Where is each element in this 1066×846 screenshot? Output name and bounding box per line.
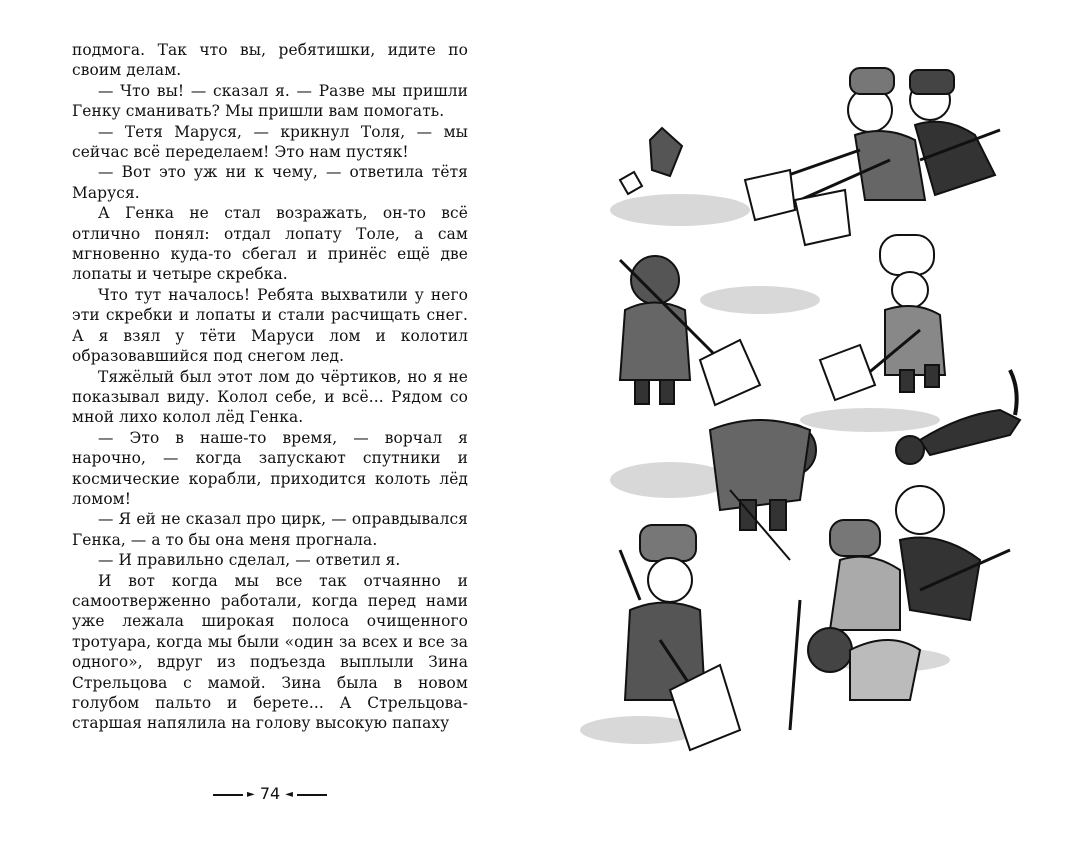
kids-group-bottom-right — [790, 486, 1010, 730]
paragraph-1: подмога. Так что вы, ребятишки, идите по своим делам. — [72, 41, 468, 80]
kid-bending-with-crowbar — [710, 420, 816, 560]
kid-knit-hat-shovel — [820, 235, 945, 400]
two-kids-top-with-shovels — [745, 68, 1000, 245]
page-number: 74 — [259, 784, 281, 803]
paragraph-9: — Я ей не сказал про цирк, — оправдывался Генка, — а то бы она меня прогнала. — [72, 510, 468, 549]
illustration-children-shoveling-snow — [560, 40, 1060, 800]
page-number-footer — [200, 784, 340, 803]
kid-with-scarf-shovel — [620, 256, 760, 405]
paragraph-11: И вот когда мы все так отчаянно и самоотверженно работали, когда перед нами уже лежала широкая полоса очищенного тротуара, когда мы были «один за всех и все за одного», вдруг из подъезда выплыли Зина Стрельцова с мамой. Зина была в новом голубом пальто и берете... А Стрельцова-старшая напялила на голову высокую папаху — [72, 571, 468, 733]
paragraph-8: — Это в наше-то время, — ворчал я нарочно, — когда запускают спутники и космические корабли, приходится колоть лёд ломом! — [72, 428, 468, 508]
paragraph-5: А Генка не стал возражать, он-то всё отлично понял: отдал лопату Толе, а сам мгновенно куда-то сбегал и принёс ещё две лопаты и четыре скребка. — [72, 204, 468, 284]
dash-left — [213, 794, 243, 796]
paragraph-4: — Вот это уж ни к чему, — ответила тётя Маруся. — [72, 163, 468, 202]
arrow-right-icon: ► — [247, 789, 255, 800]
paragraph-6: Что тут началось! Ребята выхватили у него эти скребки и лопаты и стали расчищать снег. А я взял у тёти Маруси лом и колотил образовавшийся под снегом лед. — [72, 285, 468, 366]
arrow-left-icon: ◄ — [285, 789, 293, 800]
page-text-column — [72, 40, 468, 734]
paragraph-10: — И правильно сделал, — ответил я. — [98, 551, 401, 570]
kid-in-snowdrift — [620, 128, 682, 194]
paragraph-7: Тяжёлый был этот лом до чёртиков, но я не показывал виду. Колол себе, и всё... Рядом со мной лихо колол лёд Генка. — [72, 367, 468, 427]
paragraph-3: — Тетя Маруся, — крикнул Толя, — мы сейчас всё переделаем! Это нам пустяк! — [72, 122, 468, 162]
dash-right — [297, 794, 327, 796]
paragraph-2: — Что вы! — сказал я. — Разве мы пришли Генку сманивать? Мы пришли вам помогать. — [72, 81, 468, 121]
